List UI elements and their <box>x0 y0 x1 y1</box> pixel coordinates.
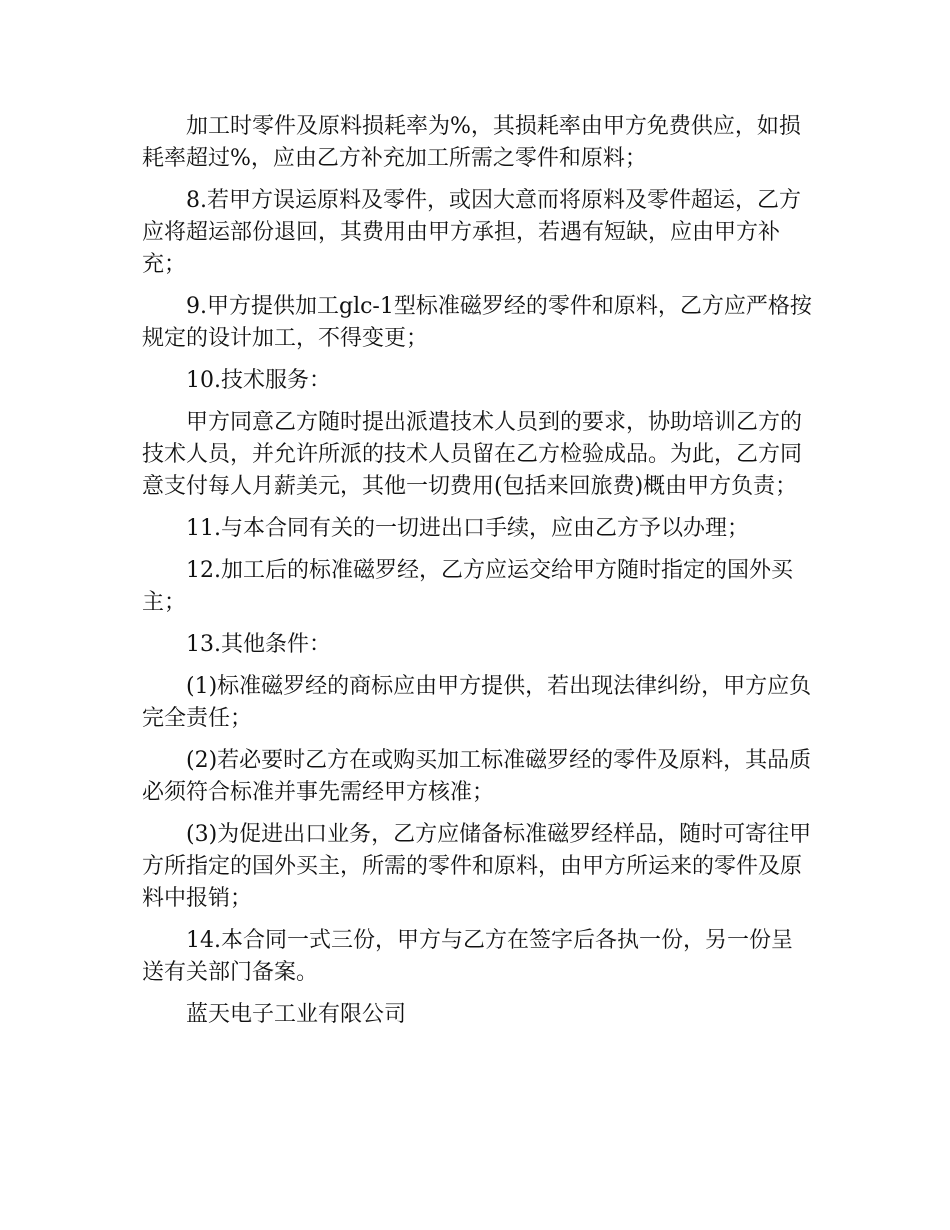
paragraph-clause-10-heading: 10.技术服务： <box>186 368 331 393</box>
paragraph-condition-3: (3)为促进出口业务，乙方应储备标准磁罗经样品，随时可寄往甲方所指定的国外买主，所需的零件和原料，由甲方所运来的零件及原料中报销； <box>142 822 812 911</box>
paragraph-condition-1: (1)标准磁罗经的商标应由甲方提供，若出现法律纠纷，甲方应负完全责任； <box>142 674 812 731</box>
paragraph-clause-11: 11.与本合同有关的一切进出口手续，应由乙方予以办理； <box>186 516 749 541</box>
document-body <box>142 111 814 1041</box>
paragraph-clause-13-heading: 13.其他条件： <box>186 632 331 657</box>
paragraph-clause-12: 12.加工后的标准磁罗经，乙方应运交给甲方随时指定的国外买主； <box>142 558 793 615</box>
paragraph-clause-8: 8.若甲方误运原料及零件，或因大意而将原料及零件超运，乙方应将超运部份退回，其费用由甲方承担，若遇有短缺，应由甲方补充； <box>142 188 801 277</box>
paragraph-condition-2: (2)若必要时乙方在或购买加工标准磁罗经的零件及原料，其品质必须符合标准并事先需经甲方核准； <box>142 748 812 805</box>
paragraph-clause-9: 9.甲方提供加工glc-1型标准磁罗经的零件和原料，乙方应严格按规定的设计加工，不得变更； <box>142 294 812 351</box>
company-name: 蓝天电子工业有限公司 <box>186 1002 407 1027</box>
paragraph-loss-rate: 加工时零件及原料损耗率为%，其损耗率由甲方免费供应，如损耗率超过%，应由乙方补充加工所需之零件和原料； <box>142 114 801 171</box>
paragraph-technical-service: 甲方同意乙方随时提出派遣技术人员到的要求，协助培训乙方的技术人员，并允许所派的技术人员留在乙方检验成品。为此，乙方同意支付每人月薪美元，其他一切费用(包括来回旅费)概由甲方负责； <box>142 410 803 499</box>
paragraph-clause-14: 14.本合同一式三份，甲方与乙方在签字后各执一份，另一份呈送有关部门备案。 <box>142 928 793 985</box>
